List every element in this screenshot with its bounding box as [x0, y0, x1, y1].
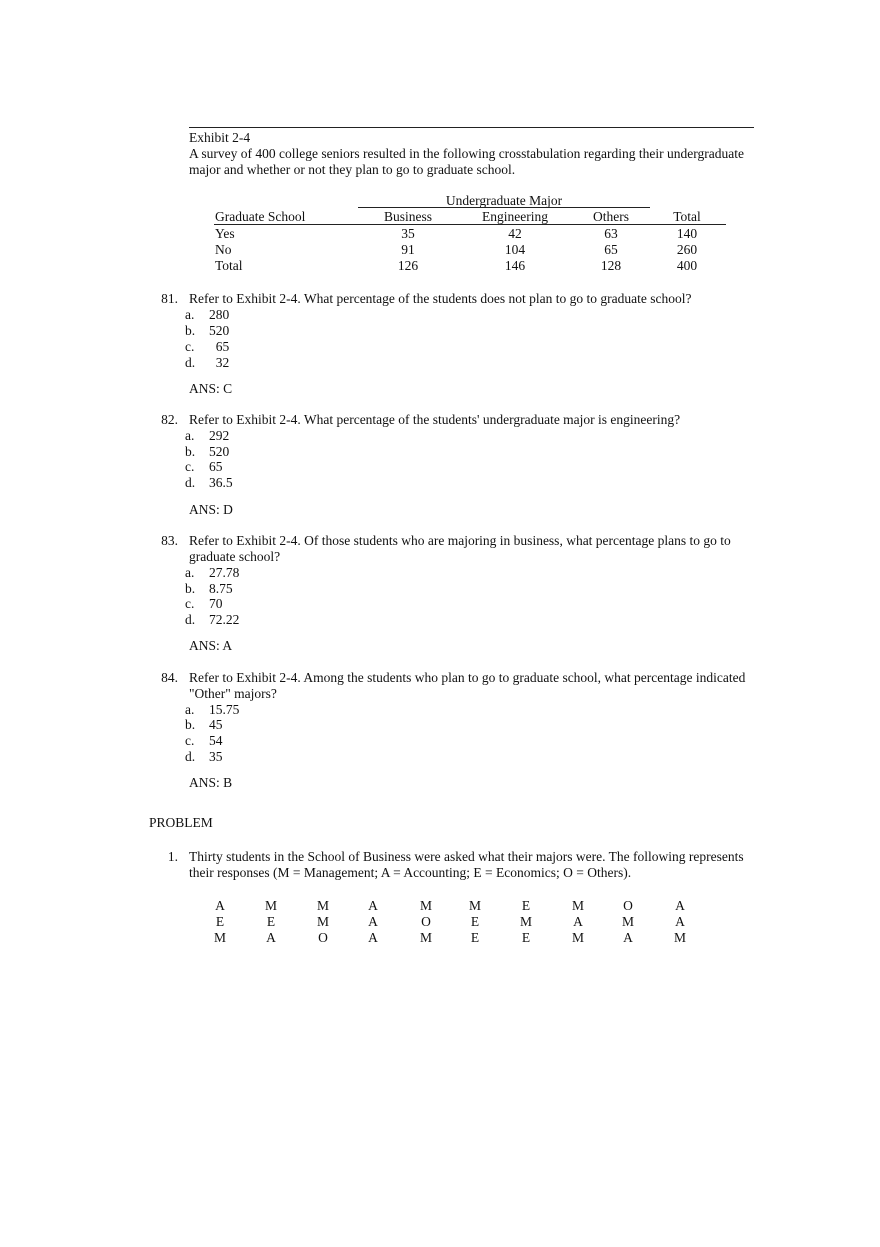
column-header: Business	[383, 209, 432, 224]
option-letter: c.	[185, 596, 195, 611]
option-value: 15.75	[209, 702, 240, 717]
option-value: 45	[209, 717, 223, 732]
response-cell: M	[419, 898, 432, 913]
answer: ANS: A	[189, 638, 233, 653]
response-cell: M	[571, 898, 584, 913]
option-letter: d.	[185, 475, 196, 490]
exhibit-description: A survey of 400 college seniors resulted in the following crosstabulation regarding their undergraduate major and whether or not they plan to go to graduate school.	[189, 146, 744, 177]
option	[185, 565, 239, 581]
problem-number: 1.	[167, 849, 178, 864]
exhibit-title: Exhibit 2-4	[189, 130, 251, 145]
column-header: Graduate School	[215, 209, 306, 224]
table-cell: 35	[401, 226, 415, 241]
question-text: Refer to Exhibit 2-4. What percentage of the students does not plan to go to graduate school?	[189, 291, 692, 306]
option	[185, 355, 229, 371]
table-cell: 63	[604, 226, 618, 241]
option-value: 280	[209, 307, 230, 322]
table-cell: 65	[604, 242, 618, 257]
response-cell: A	[573, 914, 583, 929]
option-value: 65	[209, 459, 223, 474]
section-heading: PROBLEM	[149, 815, 213, 830]
option-value: 72.22	[209, 612, 240, 627]
table-cell: Total	[215, 258, 243, 273]
response-cell: M	[316, 898, 329, 913]
option-letter: c.	[185, 459, 195, 474]
option	[185, 596, 223, 612]
option-value: 36.5	[209, 475, 233, 490]
option	[185, 475, 233, 491]
table-cell: No	[215, 242, 232, 257]
table-cell: 104	[504, 242, 526, 257]
group-header: Undergraduate Major	[445, 193, 563, 208]
option	[185, 749, 223, 765]
option-letter: c.	[185, 733, 195, 748]
response-cell: M	[519, 914, 532, 929]
option-letter: b.	[185, 444, 196, 459]
option	[185, 717, 223, 733]
response-cell: E	[215, 914, 225, 929]
question-number: 83.	[161, 533, 178, 548]
response-cell: A	[215, 898, 225, 913]
question-number: 84.	[161, 670, 178, 685]
table-cell: 126	[397, 258, 419, 273]
question-text: Refer to Exhibit 2-4. Of those students who are majoring in business, what percentage plans to go to graduate school?	[189, 533, 731, 564]
response-cell: M	[213, 930, 226, 945]
question-number: 81.	[161, 291, 178, 306]
option-letter: b.	[185, 323, 196, 338]
question-text: Refer to Exhibit 2-4. What percentage of the students' undergraduate major is engineering?	[189, 412, 681, 427]
table-cell: 146	[504, 258, 526, 273]
response-cell: A	[675, 914, 685, 929]
column-header: Engineering	[482, 209, 548, 224]
response-cell: A	[368, 898, 378, 913]
option-letter: a.	[185, 565, 195, 580]
option-value: 8.75	[209, 581, 233, 596]
option-value: 70	[209, 596, 223, 611]
option	[185, 733, 223, 749]
option-letter: b.	[185, 581, 196, 596]
table-cell: 42	[508, 226, 522, 241]
option	[185, 702, 239, 718]
table-cell: 128	[600, 258, 622, 273]
column-header: Total	[673, 209, 701, 224]
option-value: 65	[209, 339, 230, 354]
response-cell: A	[623, 930, 633, 945]
option-letter: b.	[185, 717, 196, 732]
option	[185, 459, 223, 475]
option-value: 54	[209, 733, 223, 748]
response-cell: M	[673, 930, 686, 945]
option-letter: a.	[185, 428, 195, 443]
top-rule	[189, 127, 754, 128]
response-cell: O	[421, 914, 431, 929]
column-header: Others	[593, 209, 629, 224]
option-letter: c.	[185, 339, 195, 354]
response-cell: E	[521, 898, 531, 913]
option-letter: d.	[185, 749, 196, 764]
option-value: 35	[209, 749, 223, 764]
response-cell: E	[266, 914, 276, 929]
option-value: 520	[209, 444, 230, 459]
option	[185, 444, 229, 460]
question-number: 82.	[161, 412, 178, 427]
table-cell: 140	[676, 226, 698, 241]
response-cell: M	[571, 930, 584, 945]
group-header-rule	[358, 207, 650, 208]
response-cell: M	[316, 914, 329, 929]
problem-text: Thirty students in the School of Business were asked what their majors were. The following represents their responses (M = Management; A = Accounting; E = Economics; O = Others).	[189, 849, 744, 880]
option	[185, 307, 229, 323]
response-cell: A	[675, 898, 685, 913]
option-value: 32	[209, 355, 230, 370]
option-value: 520	[209, 323, 230, 338]
option	[185, 581, 233, 597]
option	[185, 612, 239, 628]
option	[185, 428, 229, 444]
table-cell: 91	[401, 242, 415, 257]
option-value: 27.78	[209, 565, 240, 580]
table-cell: Yes	[215, 226, 235, 241]
option-letter: a.	[185, 307, 195, 322]
response-cell: A	[368, 930, 378, 945]
response-cell: M	[468, 898, 481, 913]
table-cell: 260	[676, 242, 698, 257]
response-cell: M	[264, 898, 277, 913]
answer: ANS: B	[189, 775, 233, 790]
option	[185, 339, 229, 355]
response-cell: E	[521, 930, 531, 945]
option-value: 292	[209, 428, 230, 443]
answer: ANS: C	[189, 381, 233, 396]
response-cell: E	[470, 914, 480, 929]
answer: ANS: D	[189, 502, 233, 517]
response-cell: E	[470, 930, 480, 945]
response-cell: A	[368, 914, 378, 929]
response-cell: O	[318, 930, 328, 945]
column-header-rule	[214, 224, 726, 225]
question-text: Refer to Exhibit 2-4. Among the students who plan to go to graduate school, what percentage indicated "Other" majors?	[189, 670, 746, 701]
response-cell: A	[266, 930, 276, 945]
option-letter: a.	[185, 702, 195, 717]
option	[185, 323, 229, 339]
table-cell: 400	[676, 258, 698, 273]
option-letter: d.	[185, 355, 196, 370]
response-cell: M	[419, 930, 432, 945]
response-cell: M	[621, 914, 634, 929]
response-cell: O	[623, 898, 633, 913]
option-letter: d.	[185, 612, 196, 627]
